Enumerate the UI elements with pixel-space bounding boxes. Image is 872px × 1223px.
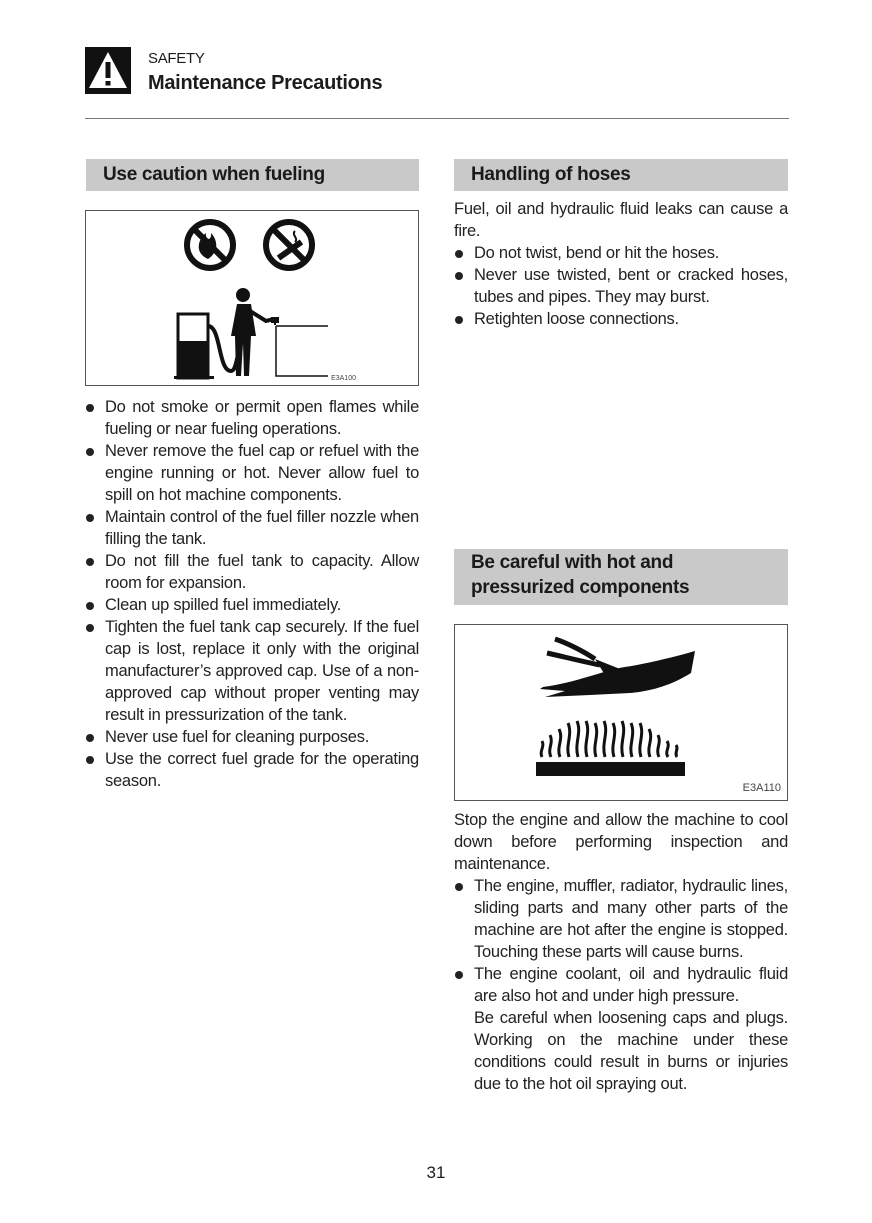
- list-item: [454, 963, 788, 1095]
- machine-tank-icon: [271, 317, 328, 376]
- list-item: Do not fill the fuel tank to capacity. Allow room for expansion.: [85, 550, 419, 594]
- hot-plate-icon: [536, 762, 685, 776]
- list-item: Never use twisted, bent or cracked hoses, tubes and pipes. They may burst.: [454, 264, 788, 308]
- list-item: Do not smoke or permit open flames while fueling or near fueling operations.: [85, 396, 419, 440]
- list-item: Clean up spilled fuel immediately.: [85, 594, 419, 616]
- heading-line: pressurized components: [471, 577, 690, 598]
- list-item: Never remove the fuel cap or refuel with the engine running or hot. Never allow fuel to spill on hot machine components.: [85, 440, 419, 506]
- fueling-heading: Use caution when fueling: [86, 159, 419, 191]
- list-item-text: The engine coolant, oil and hydraulic fluid are also hot and under high pressure.: [474, 965, 788, 1005]
- fueling-pictogram: [86, 211, 418, 385]
- warning-icon: [85, 47, 131, 94]
- list-item: Use the correct fuel grade for the operating season.: [85, 748, 419, 792]
- heading-line: Be careful with hot and: [471, 552, 674, 573]
- fueling-instructions: [85, 396, 419, 792]
- header-divider: [85, 118, 789, 119]
- fueling-illustration: [85, 210, 419, 386]
- page-number: 31: [426, 1163, 446, 1182]
- hot-components-instructions: [454, 809, 788, 1095]
- heat-waves-icon: [541, 721, 677, 757]
- hot-surface-pictogram: [455, 625, 787, 800]
- section-label: SAFETY: [148, 50, 205, 67]
- hot-surface-illustration: [454, 624, 788, 801]
- list-item-text: Be careful when loosening caps and plugs. Working on the machine under these conditions could result in burns or injuries due to the hot oil spraying out.: [474, 1009, 788, 1093]
- list-item: Maintain control of the fuel filler nozzle when filling the tank.: [85, 506, 419, 550]
- no-flame-icon: [187, 222, 233, 268]
- page-title: Maintenance Precautions: [148, 72, 383, 94]
- list-item: Do not twist, bend or hit the hoses.: [454, 242, 788, 264]
- list-item: Retighten loose connections.: [454, 308, 788, 330]
- person-icon: [231, 288, 274, 376]
- hot-components-heading: [454, 549, 788, 605]
- hoses-intro: Fuel, oil and hydraulic fluid leaks can cause a fire.: [454, 200, 788, 240]
- list-item: The engine, muffler, radiator, hydraulic lines, sliding parts and many other parts of the machine are hot after the engine is stopped. Touching these parts will cause burns.: [454, 875, 788, 963]
- hoses-instructions: [454, 198, 788, 330]
- list-item: Tighten the fuel tank cap securely. If the fuel cap is lost, replace it only with the original manufacturer’s approved cap. Use of a non-approved cap without proper venting may result in pressurization of the tank.: [85, 616, 419, 726]
- no-smoking-icon: [266, 222, 312, 268]
- figure-code: E3A100: [331, 375, 356, 382]
- hot-intro: Stop the engine and allow the machine to cool down before performing inspection and maintenance.: [454, 811, 788, 873]
- figure-code: E3A110: [742, 782, 781, 794]
- list-item: Never use fuel for cleaning purposes.: [85, 726, 419, 748]
- hoses-heading: Handling of hoses: [454, 159, 788, 191]
